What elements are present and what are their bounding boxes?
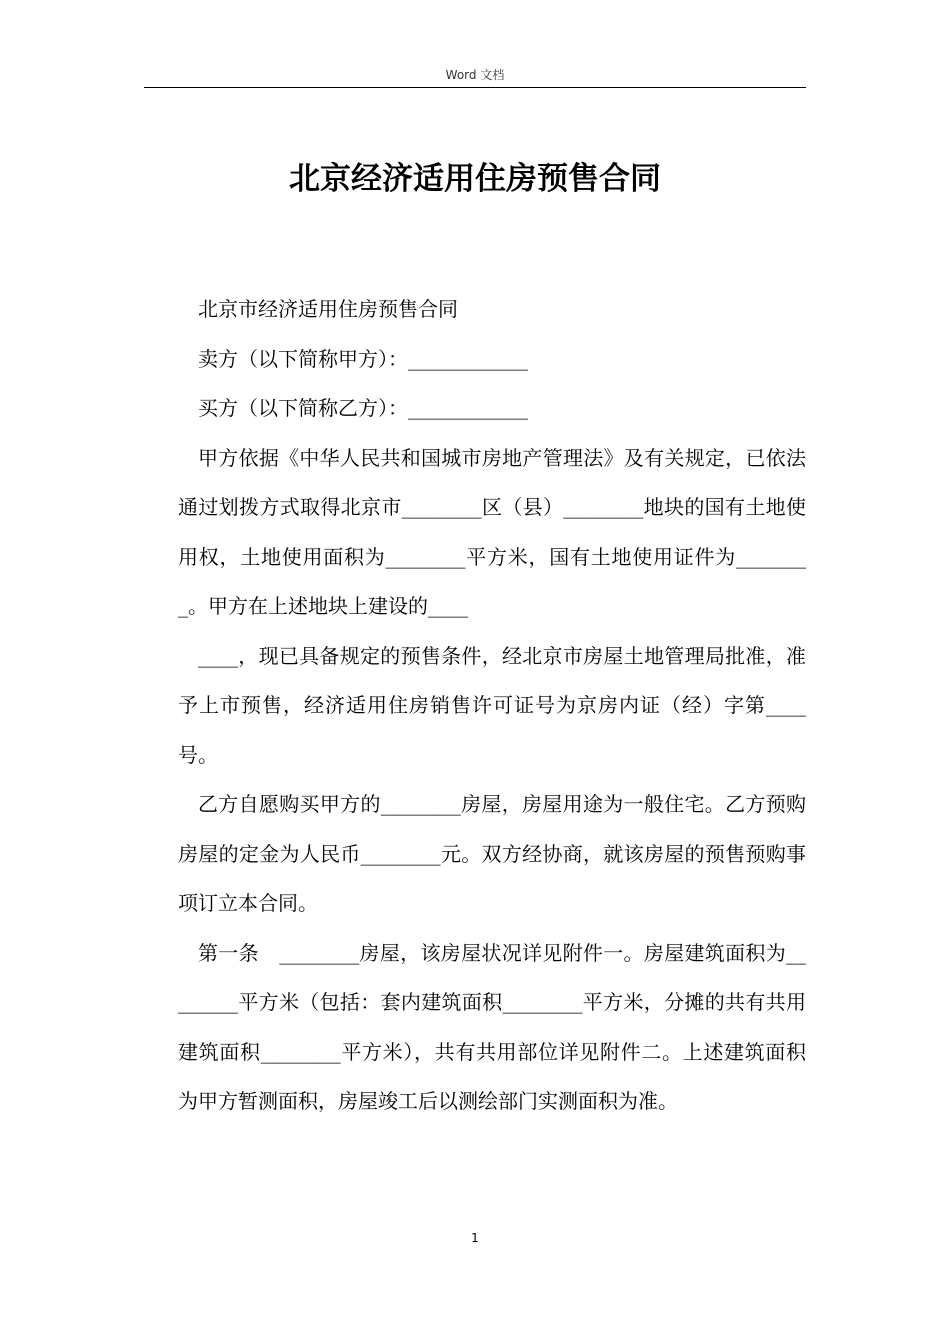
paragraph-contract-name: 北京市经济适用住房预售合同 [198,297,458,321]
page-number: 1 [471,1231,479,1245]
page-header-label: Word 文档 [445,68,505,82]
document-title: 北京经济适用住房预售合同 [289,161,661,197]
header-divider [144,87,806,88]
document-body [178,285,806,1127]
paragraph-land-use: 甲方依据《中华人民共和国城市房地产管理法》及有关规定，已依法通过划拨方式取得北京市________区（县）________地块的国有土地使用权，土地使用面积为________平方米，国有土地使用证件为________。甲方在上述地块上建设的____ [178,445,806,618]
paragraph-article-one: 第一条 ________房屋，该房屋状况详见附件一。房屋建筑面积为________平方米（包括：套内建筑面积________平方米，分摊的共有共用建筑面积________平方米），共有共用部位详见附件二。上述建筑面积为甲方暂测面积，房屋竣工后以测绘部门实测面积为准。 [178,940,806,1113]
paragraph-buyer: 买方（以下简称乙方）：____________ [198,396,528,420]
paragraph-presale-permit: ____，现已具备规定的预售条件，经北京市房屋土地管理局批准，准予上市预售，经济适用住房销售许可证号为京房内证（经）字第____号。 [178,643,806,767]
paragraph-seller: 卖方（以下简称甲方）：____________ [198,346,528,371]
paragraph-purchase-intent: 乙方自愿购买甲方的________房屋，房屋用途为一般住宅。乙方预购房屋的定金为人民币________元。双方经协商，就该房屋的预售预购事项订立本合同。 [178,792,806,915]
